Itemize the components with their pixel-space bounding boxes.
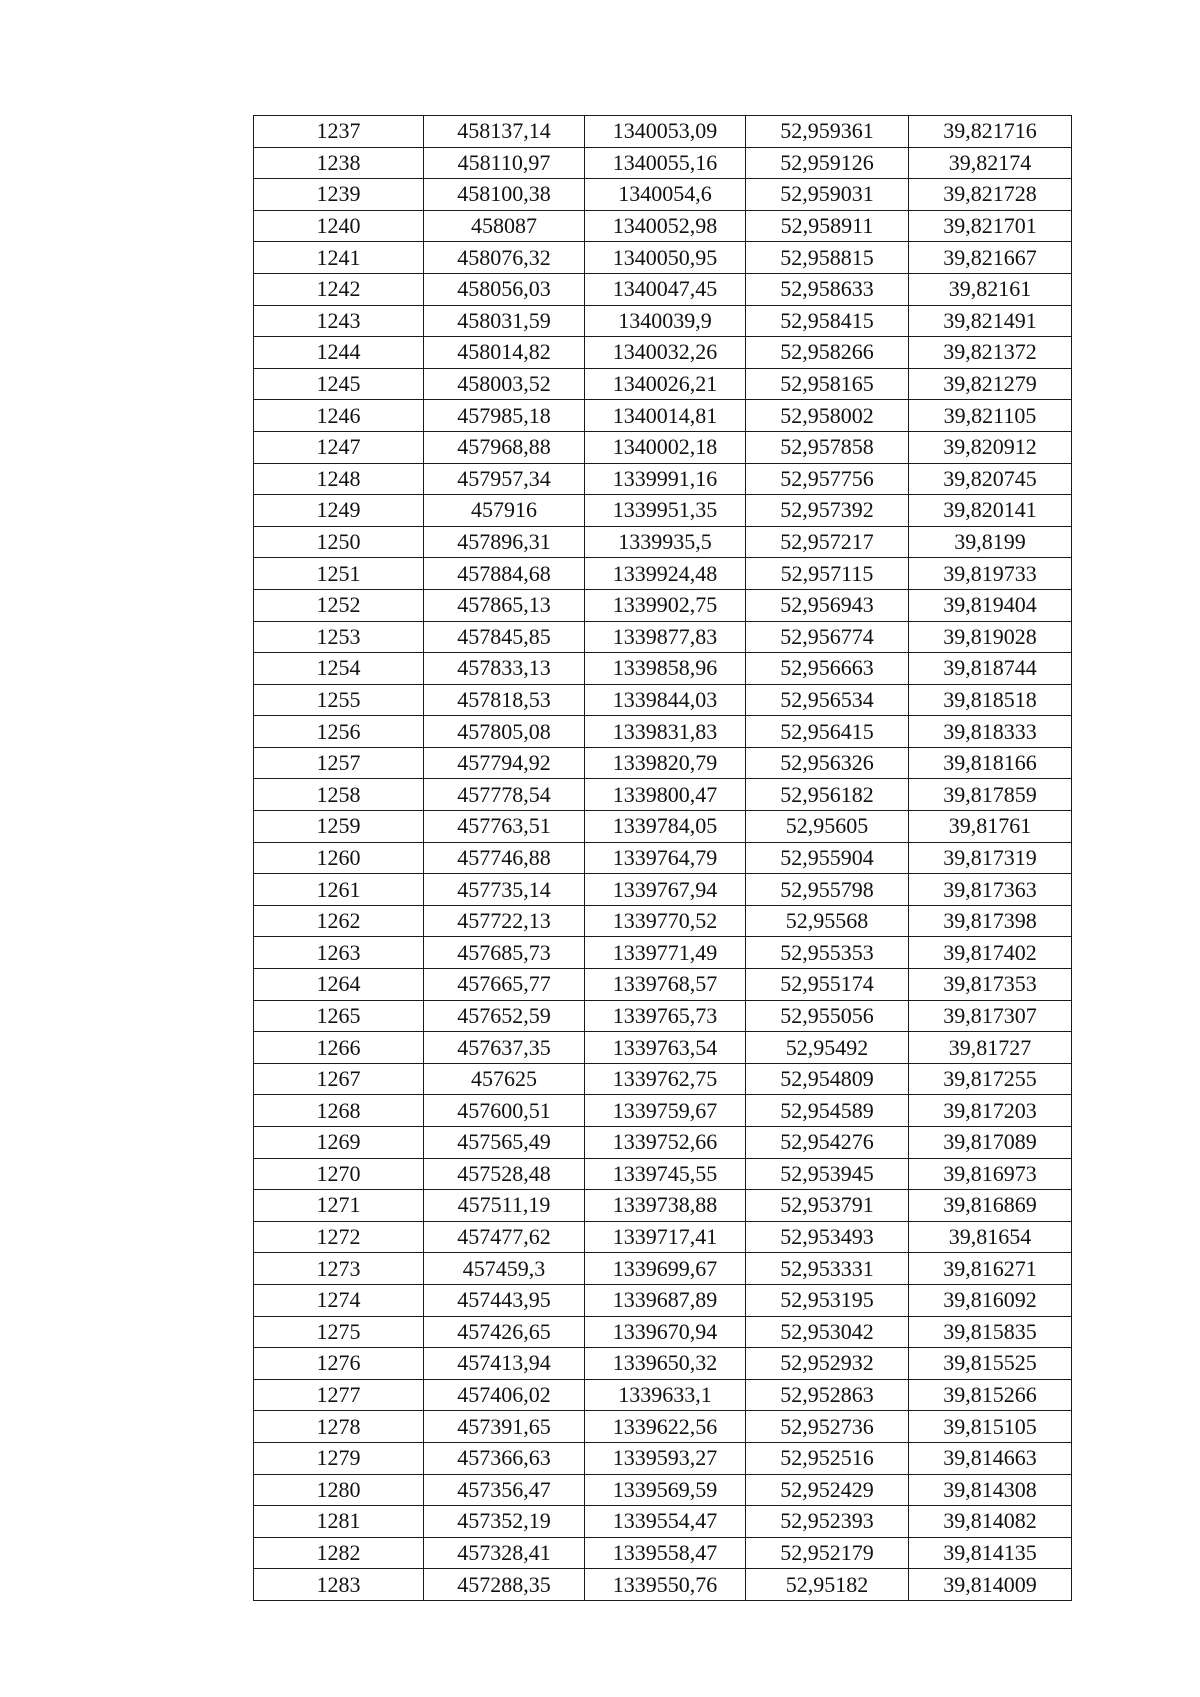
longitude-cell: 39,81761 (909, 811, 1072, 843)
y-coordinate-cell: 1339554,47 (585, 1506, 746, 1538)
y-coordinate-cell: 1339633,1 (585, 1379, 746, 1411)
x-coordinate-cell: 457763,51 (424, 811, 585, 843)
longitude-cell: 39,814082 (909, 1506, 1072, 1538)
point-number-cell: 1246 (254, 400, 424, 432)
x-coordinate-cell: 458056,03 (424, 273, 585, 305)
longitude-cell: 39,818744 (909, 653, 1072, 685)
latitude-cell: 52,954276 (746, 1127, 909, 1159)
latitude-cell: 52,959361 (746, 116, 909, 148)
longitude-cell: 39,816973 (909, 1158, 1072, 1190)
table-row (254, 842, 1072, 874)
x-coordinate-cell: 457735,14 (424, 874, 585, 906)
x-coordinate-cell: 457805,08 (424, 716, 585, 748)
point-number-cell: 1271 (254, 1190, 424, 1222)
point-number-cell: 1267 (254, 1063, 424, 1095)
longitude-cell: 39,814308 (909, 1474, 1072, 1506)
latitude-cell: 52,953945 (746, 1158, 909, 1190)
longitude-cell: 39,815105 (909, 1411, 1072, 1443)
latitude-cell: 52,957756 (746, 463, 909, 495)
point-number-cell: 1261 (254, 874, 424, 906)
x-coordinate-cell: 457884,68 (424, 558, 585, 590)
table-row (254, 969, 1072, 1001)
table-row (254, 874, 1072, 906)
table-row (254, 684, 1072, 716)
longitude-cell: 39,814135 (909, 1537, 1072, 1569)
latitude-cell: 52,957392 (746, 495, 909, 527)
x-coordinate-cell: 457406,02 (424, 1379, 585, 1411)
y-coordinate-cell: 1339745,55 (585, 1158, 746, 1190)
y-coordinate-cell: 1340052,98 (585, 210, 746, 242)
x-coordinate-cell: 457625 (424, 1063, 585, 1095)
y-coordinate-cell: 1340055,16 (585, 147, 746, 179)
longitude-cell: 39,81727 (909, 1032, 1072, 1064)
longitude-cell: 39,821716 (909, 116, 1072, 148)
x-coordinate-cell: 458003,52 (424, 368, 585, 400)
y-coordinate-cell: 1339763,54 (585, 1032, 746, 1064)
longitude-cell: 39,821667 (909, 242, 1072, 274)
table-row (254, 1253, 1072, 1285)
table-row (254, 1348, 1072, 1380)
table-row (254, 431, 1072, 463)
table-row (254, 463, 1072, 495)
longitude-cell: 39,817255 (909, 1063, 1072, 1095)
x-coordinate-cell: 457896,31 (424, 526, 585, 558)
latitude-cell: 52,952736 (746, 1411, 909, 1443)
point-number-cell: 1270 (254, 1158, 424, 1190)
point-number-cell: 1254 (254, 653, 424, 685)
x-coordinate-cell: 458100,38 (424, 179, 585, 211)
point-number-cell: 1277 (254, 1379, 424, 1411)
longitude-cell: 39,816869 (909, 1190, 1072, 1222)
latitude-cell: 52,952516 (746, 1442, 909, 1474)
y-coordinate-cell: 1339800,47 (585, 779, 746, 811)
latitude-cell: 52,958165 (746, 368, 909, 400)
longitude-cell: 39,815525 (909, 1348, 1072, 1380)
point-number-cell: 1238 (254, 147, 424, 179)
latitude-cell: 52,956774 (746, 621, 909, 653)
table-row (254, 1063, 1072, 1095)
table-row (254, 1474, 1072, 1506)
y-coordinate-cell: 1339687,89 (585, 1284, 746, 1316)
x-coordinate-cell: 457746,88 (424, 842, 585, 874)
y-coordinate-cell: 1339951,35 (585, 495, 746, 527)
table-row (254, 621, 1072, 653)
x-coordinate-cell: 457652,59 (424, 1000, 585, 1032)
x-coordinate-cell: 457833,13 (424, 653, 585, 685)
x-coordinate-cell: 458076,32 (424, 242, 585, 274)
latitude-cell: 52,958633 (746, 273, 909, 305)
point-number-cell: 1262 (254, 905, 424, 937)
latitude-cell: 52,957858 (746, 431, 909, 463)
latitude-cell: 52,953791 (746, 1190, 909, 1222)
x-coordinate-cell: 457356,47 (424, 1474, 585, 1506)
table-row (254, 558, 1072, 590)
table-row (254, 1379, 1072, 1411)
latitude-cell: 52,953195 (746, 1284, 909, 1316)
point-number-cell: 1279 (254, 1442, 424, 1474)
table-row (254, 905, 1072, 937)
table-row (254, 779, 1072, 811)
point-number-cell: 1264 (254, 969, 424, 1001)
table-row (254, 1190, 1072, 1222)
table-row (254, 400, 1072, 432)
x-coordinate-cell: 458031,59 (424, 305, 585, 337)
longitude-cell: 39,817089 (909, 1127, 1072, 1159)
table-row (254, 811, 1072, 843)
x-coordinate-cell: 457916 (424, 495, 585, 527)
y-coordinate-cell: 1339699,67 (585, 1253, 746, 1285)
x-coordinate-cell: 457865,13 (424, 589, 585, 621)
y-coordinate-cell: 1339858,96 (585, 653, 746, 685)
y-coordinate-cell: 1339767,94 (585, 874, 746, 906)
table-row (254, 1127, 1072, 1159)
x-coordinate-cell: 457511,19 (424, 1190, 585, 1222)
latitude-cell: 52,955174 (746, 969, 909, 1001)
longitude-cell: 39,817353 (909, 969, 1072, 1001)
y-coordinate-cell: 1339558,47 (585, 1537, 746, 1569)
x-coordinate-cell: 457778,54 (424, 779, 585, 811)
point-number-cell: 1243 (254, 305, 424, 337)
y-coordinate-cell: 1340050,95 (585, 242, 746, 274)
longitude-cell: 39,814663 (909, 1442, 1072, 1474)
y-coordinate-cell: 1339820,79 (585, 747, 746, 779)
point-number-cell: 1253 (254, 621, 424, 653)
longitude-cell: 39,82161 (909, 273, 1072, 305)
longitude-cell: 39,819404 (909, 589, 1072, 621)
point-number-cell: 1266 (254, 1032, 424, 1064)
x-coordinate-cell: 457459,3 (424, 1253, 585, 1285)
latitude-cell: 52,954809 (746, 1063, 909, 1095)
table-row (254, 1316, 1072, 1348)
longitude-cell: 39,820745 (909, 463, 1072, 495)
table-row (254, 1095, 1072, 1127)
x-coordinate-cell: 457426,65 (424, 1316, 585, 1348)
latitude-cell: 52,956663 (746, 653, 909, 685)
point-number-cell: 1245 (254, 368, 424, 400)
latitude-cell: 52,955056 (746, 1000, 909, 1032)
longitude-cell: 39,8199 (909, 526, 1072, 558)
longitude-cell: 39,820912 (909, 431, 1072, 463)
table-row (254, 1506, 1072, 1538)
point-number-cell: 1248 (254, 463, 424, 495)
point-number-cell: 1276 (254, 1348, 424, 1380)
x-coordinate-cell: 458087 (424, 210, 585, 242)
point-number-cell: 1249 (254, 495, 424, 527)
y-coordinate-cell: 1340047,45 (585, 273, 746, 305)
x-coordinate-cell: 458014,82 (424, 337, 585, 369)
latitude-cell: 52,955798 (746, 874, 909, 906)
y-coordinate-cell: 1340032,26 (585, 337, 746, 369)
latitude-cell: 52,957115 (746, 558, 909, 590)
x-coordinate-cell: 457818,53 (424, 684, 585, 716)
table-row (254, 1158, 1072, 1190)
latitude-cell: 52,956943 (746, 589, 909, 621)
point-number-cell: 1251 (254, 558, 424, 590)
x-coordinate-cell: 457366,63 (424, 1442, 585, 1474)
point-number-cell: 1242 (254, 273, 424, 305)
x-coordinate-cell: 457637,35 (424, 1032, 585, 1064)
y-coordinate-cell: 1339935,5 (585, 526, 746, 558)
table-row (254, 495, 1072, 527)
y-coordinate-cell: 1339622,56 (585, 1411, 746, 1443)
point-number-cell: 1273 (254, 1253, 424, 1285)
table-row (254, 1569, 1072, 1601)
point-number-cell: 1269 (254, 1127, 424, 1159)
y-coordinate-cell: 1339924,48 (585, 558, 746, 590)
longitude-cell: 39,816092 (909, 1284, 1072, 1316)
x-coordinate-cell: 457413,94 (424, 1348, 585, 1380)
table-row (254, 179, 1072, 211)
table-row (254, 937, 1072, 969)
y-coordinate-cell: 1339752,66 (585, 1127, 746, 1159)
latitude-cell: 52,952429 (746, 1474, 909, 1506)
x-coordinate-cell: 457968,88 (424, 431, 585, 463)
y-coordinate-cell: 1339877,83 (585, 621, 746, 653)
longitude-cell: 39,819733 (909, 558, 1072, 590)
y-coordinate-cell: 1339670,94 (585, 1316, 746, 1348)
longitude-cell: 39,815266 (909, 1379, 1072, 1411)
coordinates-table (253, 115, 1072, 1601)
point-number-cell: 1260 (254, 842, 424, 874)
y-coordinate-cell: 1340039,9 (585, 305, 746, 337)
point-number-cell: 1275 (254, 1316, 424, 1348)
x-coordinate-cell: 457565,49 (424, 1127, 585, 1159)
latitude-cell: 52,958415 (746, 305, 909, 337)
longitude-cell: 39,821491 (909, 305, 1072, 337)
table-row (254, 1032, 1072, 1064)
x-coordinate-cell: 457845,85 (424, 621, 585, 653)
point-number-cell: 1256 (254, 716, 424, 748)
latitude-cell: 52,958266 (746, 337, 909, 369)
y-coordinate-cell: 1339717,41 (585, 1221, 746, 1253)
latitude-cell: 52,95568 (746, 905, 909, 937)
point-number-cell: 1263 (254, 937, 424, 969)
y-coordinate-cell: 1339569,59 (585, 1474, 746, 1506)
longitude-cell: 39,821105 (909, 400, 1072, 432)
point-number-cell: 1239 (254, 179, 424, 211)
latitude-cell: 52,95492 (746, 1032, 909, 1064)
x-coordinate-cell: 458110,97 (424, 147, 585, 179)
point-number-cell: 1241 (254, 242, 424, 274)
point-number-cell: 1247 (254, 431, 424, 463)
table-row (254, 747, 1072, 779)
table-row (254, 147, 1072, 179)
y-coordinate-cell: 1340053,09 (585, 116, 746, 148)
x-coordinate-cell: 457352,19 (424, 1506, 585, 1538)
longitude-cell: 39,821728 (909, 179, 1072, 211)
y-coordinate-cell: 1339550,76 (585, 1569, 746, 1601)
y-coordinate-cell: 1339991,16 (585, 463, 746, 495)
y-coordinate-cell: 1340054,6 (585, 179, 746, 211)
y-coordinate-cell: 1339759,67 (585, 1095, 746, 1127)
point-number-cell: 1257 (254, 747, 424, 779)
longitude-cell: 39,817363 (909, 874, 1072, 906)
table-row (254, 210, 1072, 242)
latitude-cell: 52,952179 (746, 1537, 909, 1569)
latitude-cell: 52,956534 (746, 684, 909, 716)
latitude-cell: 52,95605 (746, 811, 909, 843)
y-coordinate-cell: 1339650,32 (585, 1348, 746, 1380)
y-coordinate-cell: 1339784,05 (585, 811, 746, 843)
longitude-cell: 39,819028 (909, 621, 1072, 653)
longitude-cell: 39,821372 (909, 337, 1072, 369)
point-number-cell: 1252 (254, 589, 424, 621)
coordinates-table-body (254, 116, 1072, 1601)
latitude-cell: 52,956415 (746, 716, 909, 748)
latitude-cell: 52,955353 (746, 937, 909, 969)
longitude-cell: 39,817859 (909, 779, 1072, 811)
point-number-cell: 1274 (254, 1284, 424, 1316)
table-row (254, 305, 1072, 337)
point-number-cell: 1255 (254, 684, 424, 716)
y-coordinate-cell: 1340002,18 (585, 431, 746, 463)
y-coordinate-cell: 1339902,75 (585, 589, 746, 621)
y-coordinate-cell: 1339771,49 (585, 937, 746, 969)
x-coordinate-cell: 457600,51 (424, 1095, 585, 1127)
y-coordinate-cell: 1339738,88 (585, 1190, 746, 1222)
latitude-cell: 52,958815 (746, 242, 909, 274)
latitude-cell: 52,959126 (746, 147, 909, 179)
y-coordinate-cell: 1339768,57 (585, 969, 746, 1001)
latitude-cell: 52,957217 (746, 526, 909, 558)
x-coordinate-cell: 457443,95 (424, 1284, 585, 1316)
y-coordinate-cell: 1339593,27 (585, 1442, 746, 1474)
longitude-cell: 39,81654 (909, 1221, 1072, 1253)
longitude-cell: 39,817402 (909, 937, 1072, 969)
table-row (254, 526, 1072, 558)
y-coordinate-cell: 1339831,83 (585, 716, 746, 748)
longitude-cell: 39,814009 (909, 1569, 1072, 1601)
point-number-cell: 1272 (254, 1221, 424, 1253)
y-coordinate-cell: 1339764,79 (585, 842, 746, 874)
point-number-cell: 1265 (254, 1000, 424, 1032)
x-coordinate-cell: 457794,92 (424, 747, 585, 779)
latitude-cell: 52,953493 (746, 1221, 909, 1253)
latitude-cell: 52,958002 (746, 400, 909, 432)
point-number-cell: 1268 (254, 1095, 424, 1127)
y-coordinate-cell: 1340026,21 (585, 368, 746, 400)
x-coordinate-cell: 457985,18 (424, 400, 585, 432)
latitude-cell: 52,953331 (746, 1253, 909, 1285)
latitude-cell: 52,953042 (746, 1316, 909, 1348)
y-coordinate-cell: 1339844,03 (585, 684, 746, 716)
x-coordinate-cell: 457477,62 (424, 1221, 585, 1253)
longitude-cell: 39,816271 (909, 1253, 1072, 1285)
table-row (254, 716, 1072, 748)
longitude-cell: 39,82174 (909, 147, 1072, 179)
longitude-cell: 39,817203 (909, 1095, 1072, 1127)
x-coordinate-cell: 458137,14 (424, 116, 585, 148)
latitude-cell: 52,95182 (746, 1569, 909, 1601)
latitude-cell: 52,955904 (746, 842, 909, 874)
longitude-cell: 39,817307 (909, 1000, 1072, 1032)
x-coordinate-cell: 457528,48 (424, 1158, 585, 1190)
y-coordinate-cell: 1339762,75 (585, 1063, 746, 1095)
x-coordinate-cell: 457328,41 (424, 1537, 585, 1569)
y-coordinate-cell: 1339765,73 (585, 1000, 746, 1032)
longitude-cell: 39,815835 (909, 1316, 1072, 1348)
point-number-cell: 1281 (254, 1506, 424, 1538)
table-row (254, 653, 1072, 685)
point-number-cell: 1244 (254, 337, 424, 369)
latitude-cell: 52,956182 (746, 779, 909, 811)
latitude-cell: 52,952863 (746, 1379, 909, 1411)
latitude-cell: 52,958911 (746, 210, 909, 242)
point-number-cell: 1280 (254, 1474, 424, 1506)
latitude-cell: 52,952393 (746, 1506, 909, 1538)
latitude-cell: 52,956326 (746, 747, 909, 779)
point-number-cell: 1259 (254, 811, 424, 843)
longitude-cell: 39,818166 (909, 747, 1072, 779)
table-row (254, 1411, 1072, 1443)
point-number-cell: 1237 (254, 116, 424, 148)
x-coordinate-cell: 457665,77 (424, 969, 585, 1001)
table-row (254, 273, 1072, 305)
latitude-cell: 52,952932 (746, 1348, 909, 1380)
point-number-cell: 1278 (254, 1411, 424, 1443)
y-coordinate-cell: 1339770,52 (585, 905, 746, 937)
point-number-cell: 1283 (254, 1569, 424, 1601)
x-coordinate-cell: 457391,65 (424, 1411, 585, 1443)
longitude-cell: 39,818333 (909, 716, 1072, 748)
longitude-cell: 39,821279 (909, 368, 1072, 400)
point-number-cell: 1282 (254, 1537, 424, 1569)
point-number-cell: 1240 (254, 210, 424, 242)
table-row (254, 242, 1072, 274)
table-row (254, 1284, 1072, 1316)
latitude-cell: 52,959031 (746, 179, 909, 211)
table-row (254, 1537, 1072, 1569)
x-coordinate-cell: 457288,35 (424, 1569, 585, 1601)
longitude-cell: 39,817398 (909, 905, 1072, 937)
table-row (254, 1442, 1072, 1474)
x-coordinate-cell: 457685,73 (424, 937, 585, 969)
y-coordinate-cell: 1340014,81 (585, 400, 746, 432)
table-row (254, 116, 1072, 148)
longitude-cell: 39,817319 (909, 842, 1072, 874)
longitude-cell: 39,820141 (909, 495, 1072, 527)
longitude-cell: 39,821701 (909, 210, 1072, 242)
table-row (254, 589, 1072, 621)
table-row (254, 368, 1072, 400)
point-number-cell: 1258 (254, 779, 424, 811)
table-row (254, 1000, 1072, 1032)
x-coordinate-cell: 457722,13 (424, 905, 585, 937)
latitude-cell: 52,954589 (746, 1095, 909, 1127)
x-coordinate-cell: 457957,34 (424, 463, 585, 495)
point-number-cell: 1250 (254, 526, 424, 558)
table-row (254, 1221, 1072, 1253)
table-row (254, 337, 1072, 369)
longitude-cell: 39,818518 (909, 684, 1072, 716)
